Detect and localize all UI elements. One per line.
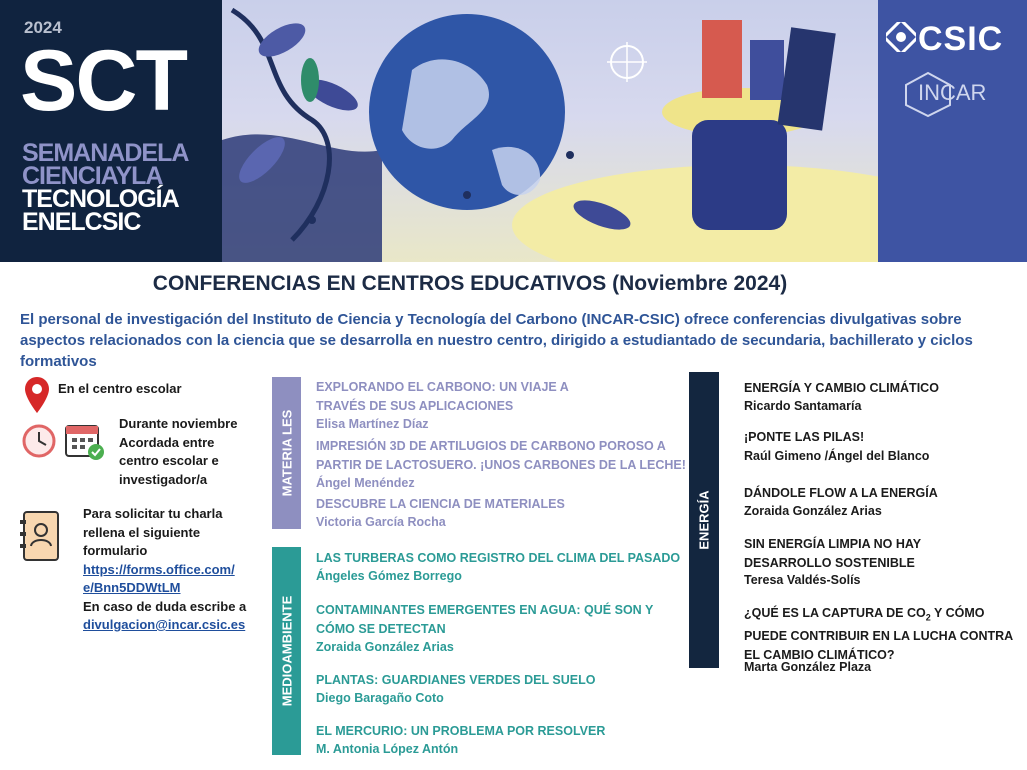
talk-author: Ricardo Santamaría xyxy=(744,399,862,413)
compass-cross xyxy=(607,42,647,82)
talk-title xyxy=(316,601,653,638)
talk-title xyxy=(744,535,921,572)
section-energia-label xyxy=(689,372,719,668)
talk-title-line: PUEDE CONTRIBUIR EN LA LUCHA CONTRA xyxy=(744,629,1014,643)
location-pin-icon xyxy=(24,376,50,414)
talk-title: ENERGÍA Y CAMBIO CLIMÁTICO xyxy=(744,381,939,395)
book-stack-icon xyxy=(702,20,742,98)
illustration-art xyxy=(222,0,878,262)
schedule-line: investigador/a xyxy=(119,471,208,487)
calendar-check-icon xyxy=(64,421,106,461)
location-text: En el centro escolar xyxy=(58,381,182,396)
incar-logo-text: INCAR xyxy=(918,80,987,105)
csic-logo-text: CSIC xyxy=(918,20,1004,58)
request-line: rellena el siguiente xyxy=(83,524,201,540)
request-line: formulario xyxy=(83,543,148,558)
talk-author: Teresa Valdés-Solís xyxy=(744,573,861,587)
schedule-text xyxy=(119,415,237,489)
talk-author: Raúl Gimeno /Ángel del Blanco xyxy=(744,449,930,463)
talk-title-line: SIN ENERGÍA LIMPIA NO HAY xyxy=(744,537,922,551)
intro-paragraph: El personal de investigación del Instituto de Ciencia y Tecnología del Carbono (INCAR-CSIC) ofrece conferencias divulgativas sobre aspectos relacionados con la ciencia que se desarrolla en nuestro centro, dirigido a estudiantado de secundaria, bachillerato y ciclos formativos xyxy=(20,311,973,370)
contact-book-icon xyxy=(18,510,64,562)
banner-year: 2024 xyxy=(24,18,62,37)
talk-author: Zoraida González Arias xyxy=(316,640,454,654)
section-energia-text: ENERGÍA xyxy=(696,490,712,550)
hill-left xyxy=(222,134,382,262)
talk-title xyxy=(316,378,569,415)
banner-illustration xyxy=(222,0,878,262)
talk-title: EL MERCURIO: UN PROBLEMA POR RESOLVER xyxy=(316,724,606,738)
form-link-line[interactable]: e/Bnn5DDWtLM xyxy=(83,580,181,595)
talk-author: Marta González Plaza xyxy=(744,660,872,674)
page-title: CONFERENCIAS EN CENTROS EDUCATIVOS (Noviembre 2024) xyxy=(152,272,788,295)
talk-author: M. Antonia López Antón xyxy=(316,742,459,756)
talk-title xyxy=(316,437,686,474)
talk-title-line: CONTAMINANTES EMERGENTES EN AGUA: QUÉ SON Y xyxy=(316,603,654,617)
banner-left-panel xyxy=(0,0,222,262)
header-banner xyxy=(0,0,1027,262)
banner-brand: SCT xyxy=(20,33,186,129)
talk-title xyxy=(744,604,1013,664)
bird-icon xyxy=(301,58,319,102)
talk-title: DESCUBRE LA CIENCIA DE MATERIALES xyxy=(316,497,565,511)
banner-subtitle-line-1: SEMANADELA xyxy=(22,139,189,167)
talk-author: Zoraida González Arias xyxy=(744,504,882,518)
form-link-line[interactable]: https://forms.office.com/ xyxy=(83,561,235,577)
form-link[interactable] xyxy=(83,562,235,596)
talk-title-line: TRAVÉS DE SUS APLICACIONES xyxy=(316,398,514,413)
section-medioambiente-text: MEDIOAMBIENTE xyxy=(279,595,294,707)
request-info xyxy=(83,505,246,635)
section-medioambiente-label xyxy=(272,547,301,755)
talk-title-line: EXPLORANDO EL CARBONO: UN VIAJE A xyxy=(316,380,569,394)
talk-title-line: PARTIR DE LACTOSUERO. ¡UNOS CARBONES DE LA LECHE! xyxy=(316,457,686,472)
schedule-line: Acordada entre xyxy=(119,434,215,450)
banner-subtitle-line-4: ENELCSIC xyxy=(22,208,141,236)
talk-author: Ángeles Gómez Borrego xyxy=(316,569,462,583)
banner-subtitle-line-2: CIENCIAYLA xyxy=(22,162,163,190)
talk-author: Elisa Martínez Díaz xyxy=(316,417,429,431)
section-materiales-label xyxy=(272,377,301,529)
talk-title: LAS TURBERAS COMO REGISTRO DEL CLIMA DEL PASADO xyxy=(316,551,681,565)
talk-title-line: CÓMO SE DETECTAN xyxy=(316,621,446,636)
section-materiales-text: MATERIA LES xyxy=(279,409,294,497)
talk-title-line: DESARROLLO SOSTENIBLE xyxy=(744,555,915,570)
talk-title-line: ¿QUÉ ES LA CAPTURA DE CO xyxy=(744,606,926,620)
banner-subtitle-line-3: TECNOLOGÍA xyxy=(22,185,179,213)
schedule-line: centro escolar e xyxy=(119,453,219,468)
subscript-2: 2 xyxy=(925,612,931,623)
request-line: Para solicitar tu charla xyxy=(83,506,223,521)
doubt-text: En caso de duda escribe a xyxy=(83,598,247,614)
talk-author: Ángel Menéndez xyxy=(316,476,415,490)
talk-title: PLANTAS: GUARDIANES VERDES DEL SUELO xyxy=(316,673,596,687)
talk-title-line: IMPRESIÓN 3D DE ARTILUGIOS DE CARBONO POROSO A xyxy=(316,439,666,453)
talk-author: Victoria García Rocha xyxy=(316,515,446,529)
talk-title: ¡PONTE LAS PILAS! xyxy=(744,430,865,444)
person-icon xyxy=(463,191,471,199)
talk-title-line: Y CÓMO xyxy=(930,606,985,620)
schedule-line: Durante noviembre xyxy=(119,416,238,431)
cylinder-tower xyxy=(692,120,787,230)
book-icon xyxy=(750,40,784,100)
csic-logo-icon xyxy=(886,22,916,52)
talk-author: Diego Baragaño Coto xyxy=(316,691,444,705)
clock-icon xyxy=(22,424,56,458)
book-tall-icon xyxy=(778,27,836,130)
talk-title: DÁNDOLE FLOW A LA ENERGÍA xyxy=(744,486,938,500)
talk-title-line: EL CAMBIO CLIMÁTICO? xyxy=(744,647,895,662)
person-icon xyxy=(308,216,316,224)
email-link[interactable]: divulgacion@incar.csic.es xyxy=(83,617,246,632)
person-icon xyxy=(566,151,574,159)
